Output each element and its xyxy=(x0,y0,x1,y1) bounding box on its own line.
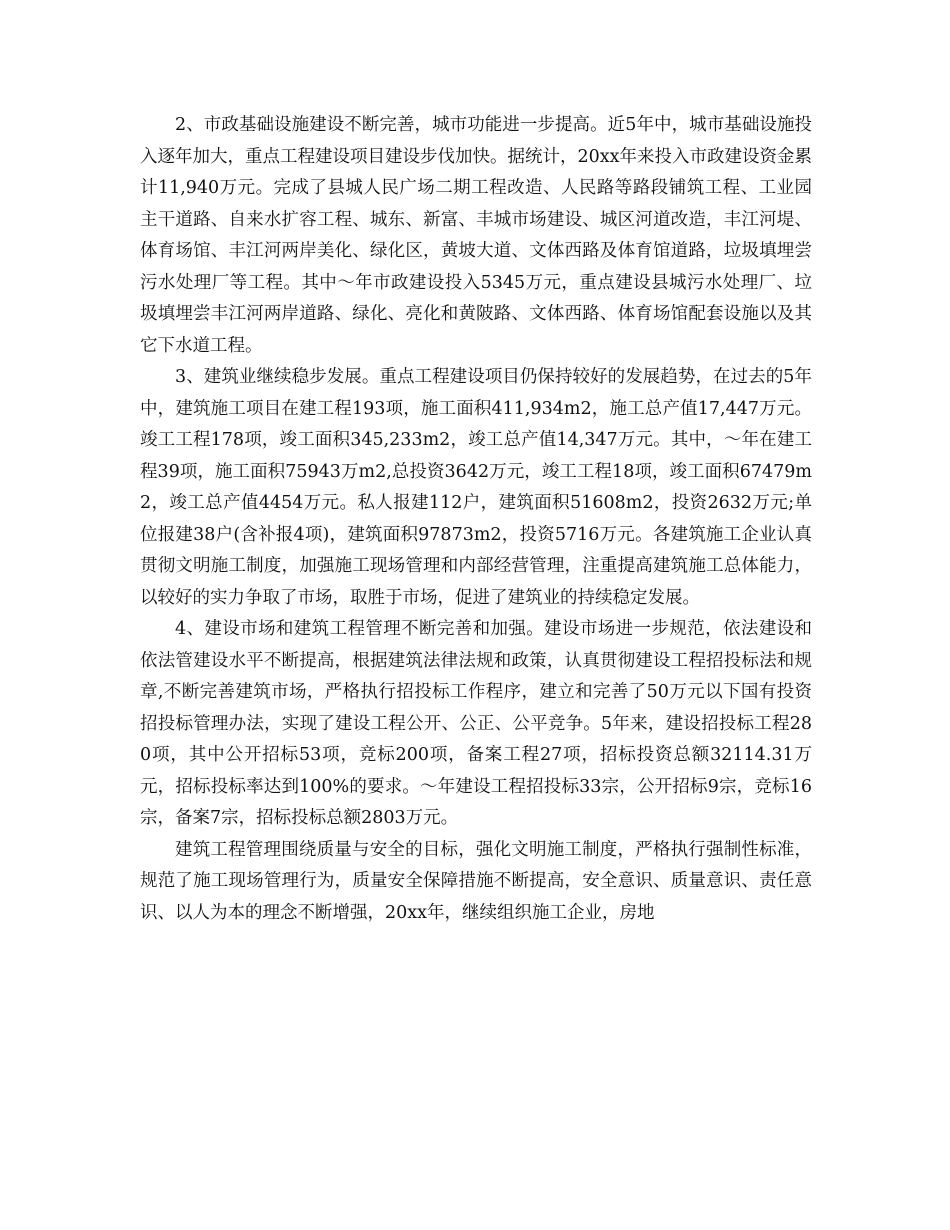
paragraph-construction-market: 4、建设市场和建筑工程管理不断完善和加强。建设市场进一步规范，依法建设和依法管建设水平不断提高，根据建筑法律法规和政策，认真贯彻建设工程招投标法和规章,不断完善建筑市场，严格执行招投标工作程序，建立和完善了50万元以下国有投资招投标管理办法，实现了建设工程公开、公正、公平竞争。5年来，建设招投标工程280项，其中公开招标53项，竞标200项，备案工程27项，招标投资总额32114.31万元，招标投标率达到100%的要求。～年建设工程招投标33宗，公开招标9宗，竞标16宗，备案7宗，招标投标总额2803万元。 xyxy=(140,619,812,828)
paragraph-engineering-management: 建筑工程管理围绕质量与安全的目标，强化文明施工制度，严格执行强制性标准，规范了施工现场管理行为，质量安全保障措施不断提高，安全意识、质量意识、责任意识、以人为本的理念不断增强，20xx年，继续组织施工企业，房地 xyxy=(140,839,812,923)
document-body xyxy=(140,110,812,929)
paragraph-municipal-infrastructure: 2、市政基础设施建设不断完善，城市功能进一步提高。近5年中，城市基础设施投入逐年加大，重点工程建设项目建设步伐加快。据统计，20xx年来投入市政建设资金累计11,940万元。完成了县城人民广场二期工程改造、人民路等路段铺筑工程、工业园主干道路、自来水扩容工程、城东、新富、丰城市场建设、城区河道改造，丰江河堤、体育场馆、丰江河两岸美化、绿化区，黄坡大道、文体西路及体育馆道路，垃圾填埋尝污水处理厂等工程。其中～年市政建设投入5345万元，重点建设县城污水处理厂、垃圾填埋尝丰江河两岸道路、绿化、亮化和黄陂路、文体西路、体育场馆配套设施以及其它下水道工程。 xyxy=(140,115,813,356)
paragraph-construction-industry: 3、建筑业继续稳步发展。重点工程建设项目仍保持较好的发展趋势，在过去的5年中，建筑施工项目在建工程193项，施工面积411,934m2，施工总产值17,447万元。竣工工程178项，竣工面积345,233m2，竣工总产值14,347万元。其中，～年在建工程39项，施工面积75943万m2,总投资3642万元，竣工工程18项，竣工面积67479m2，竣工总产值4454万元。私人报建112户，建筑面积51608m2，投资2632万元;单位报建38户(含补报4项)，建筑面积97873m2，投资5716万元。各建筑施工企业认真贯彻文明施工制度，加强施工现场管理和内部经营管理，注重提高建筑施工总体能力，以较好的实力争取了市场，取胜于市场，促进了建筑业的持续稳定发展。 xyxy=(140,367,812,608)
